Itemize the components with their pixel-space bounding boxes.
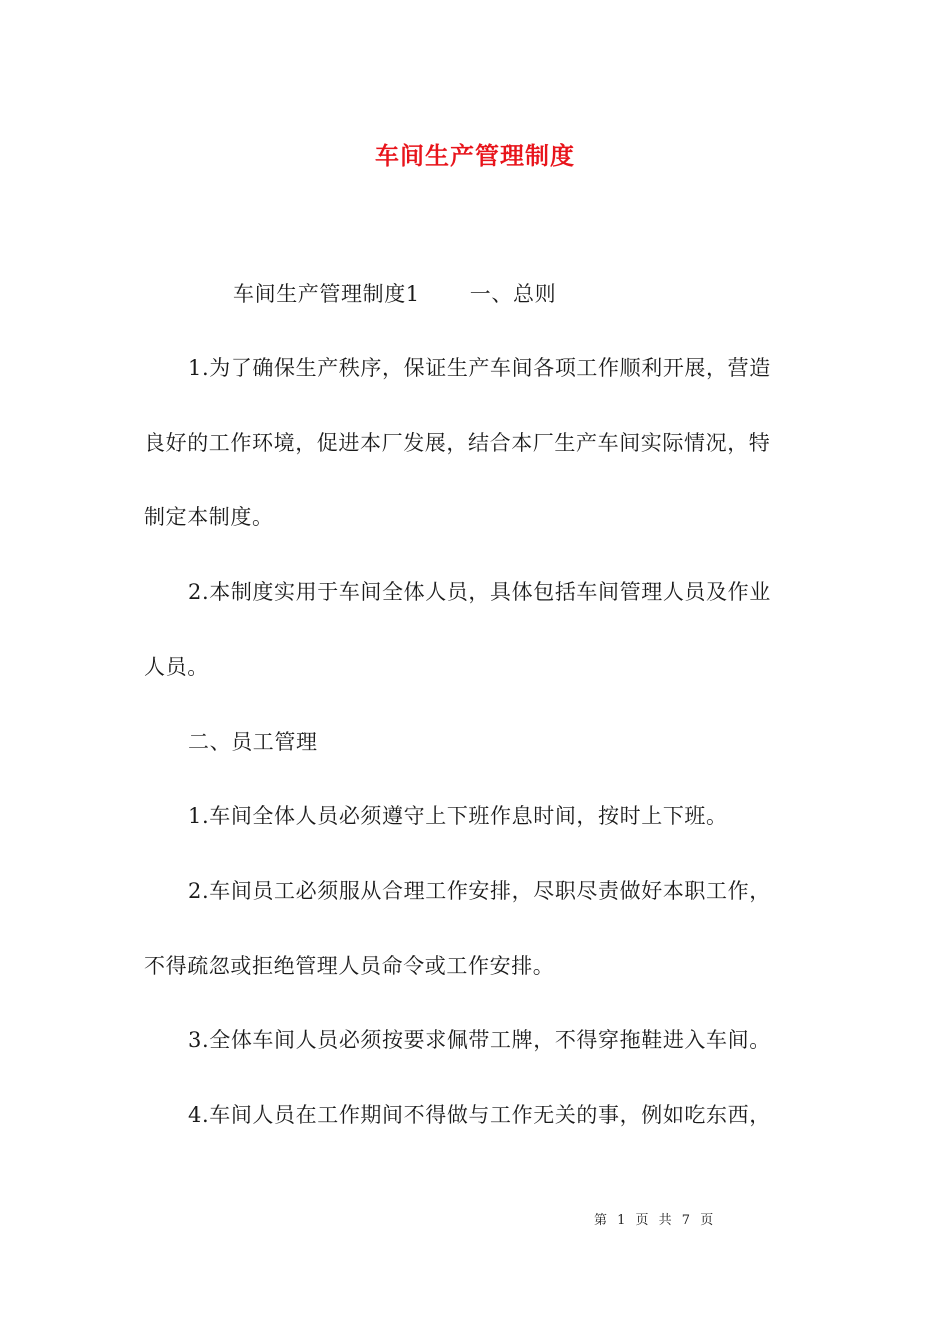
heading-section: 一、总则	[469, 282, 557, 306]
document-title: 车间生产管理制度	[375, 142, 575, 170]
paragraph-line: 良好的工作环境，促进本厂发展，结合本厂生产车间实际情况，特	[144, 431, 771, 455]
paragraph-line: 2.本制度实用于车间全体人员，具体包括车间管理人员及作业	[188, 580, 771, 604]
paragraph-line: 人员。	[144, 655, 209, 679]
section-heading: 二、员工管理	[188, 730, 318, 754]
section-heading	[233, 279, 895, 309]
paragraph-line: 4.车间人员在工作期间不得做与工作无关的事，例如吃东西，	[188, 1103, 771, 1127]
paragraph-line: 3.全体车间人员必须按要求佩带工牌，不得穿拖鞋进入车间。	[188, 1028, 771, 1052]
paragraph-line: 2.车间员工必须服从合理工作安排，尽职尽责做好本职工作，	[188, 879, 771, 903]
heading-title: 车间生产管理制度1	[233, 282, 420, 306]
paragraph-line: 1.为了确保生产秩序，保证生产车间各项工作顺利开展，营造	[188, 356, 771, 380]
paragraph-line: 制定本制度。	[144, 505, 274, 529]
paragraph-line: 1.车间全体人员必须遵守上下班作息时间，按时上下班。	[188, 804, 728, 828]
paragraph-line: 不得疏忽或拒绝管理人员命令或工作安排。	[144, 954, 555, 978]
page-number: 第 1 页 共 7 页	[594, 1213, 717, 1228]
